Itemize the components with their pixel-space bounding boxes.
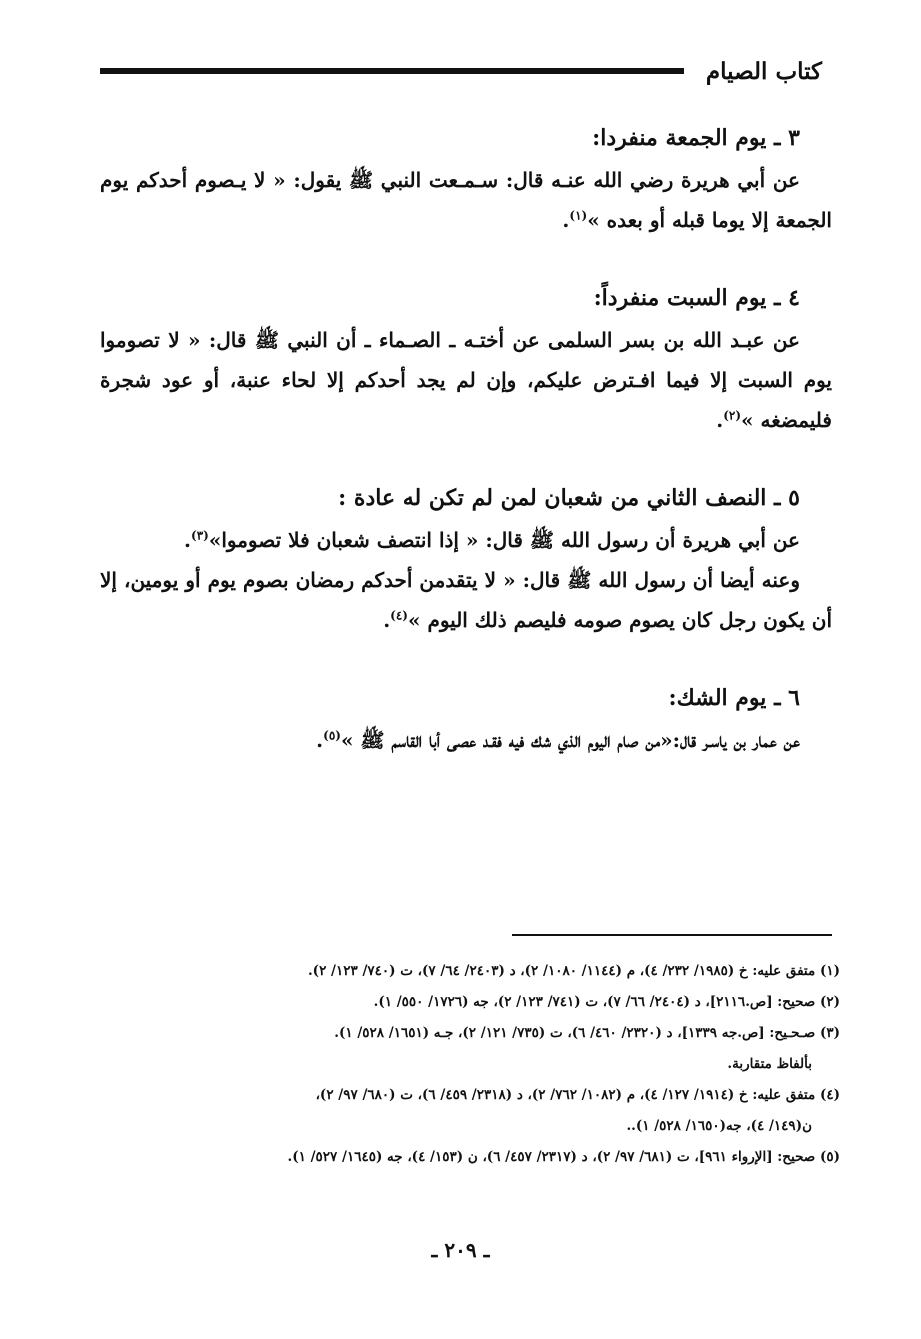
section-heading: ٦ ـ يوم الشك:: [668, 685, 800, 711]
section-doubt-day: [100, 678, 832, 760]
hadith-paragraph: [100, 560, 832, 640]
section-shaban: [100, 478, 832, 640]
footnote-continuation: بألفاظ متقاربة.: [727, 1056, 812, 1072]
hadith-paragraph: [100, 520, 832, 560]
footnote-ref: (٣): [191, 528, 209, 543]
paragraph-end: .: [184, 528, 191, 552]
section-heading: ٣ ـ يوم الجمعة منفردا:: [592, 125, 800, 151]
paragraph-text: عن أبي هريرة أن رسول الله ﷺ قال: « إذا انتصف شعبان فلا تصوموا»: [208, 528, 800, 552]
footnote-continuation: ن(١٤٩/ ٤)، جه(١٦٥٠/ ٥٢٨/ ١)..: [626, 1118, 812, 1134]
footnote-ref: (٢): [723, 408, 742, 423]
running-header: [100, 52, 822, 92]
footnotes: [100, 956, 840, 1173]
footnote: (١) متفق عليه: خ (١٩٨٥/ ٢٣٢/ ٤)، م (١١٤٤/ ١٠٨٠/ ٢)، د (٢٤٠٣/ ٦٤/ ٧)، ت (٧٤٠/ ١٢٣/ ٢).: [307, 963, 840, 979]
footnote: (٥) صحيح: [الإرواء ٩٦١]، ت (٦٨١/ ٩٧/ ٢)، د (٢٣١٧/ ٤٥٧/ ٦)، ن (١٥٣/ ٤)، جه (١٦٤٥/ ٥٢٧/ ١).: [287, 1149, 840, 1165]
footnote-ref: (١): [569, 208, 588, 223]
section-saturday: [100, 278, 832, 440]
header-rule: [100, 68, 684, 74]
footnote: (٣) صـحـيح: [ص.جه ١٣٣٩]، د (٢٣٢٠/ ٤٦٠/ ٦)، ت (٧٣٥/ ١٢١/ ٢)، جـه (١٦٥١/ ٥٢٨/ ١).: [334, 1025, 840, 1041]
footnote-separator: [512, 934, 832, 936]
paragraph-end: .: [716, 408, 724, 432]
section-heading: ٤ ـ يوم السبت منفرداً:: [593, 285, 800, 311]
hadith-paragraph: [100, 320, 832, 440]
paragraph-end: .: [316, 728, 324, 752]
book-title: كتاب الصيام: [705, 58, 822, 85]
section-friday: [100, 118, 832, 240]
footnote-ref: (٤): [390, 608, 408, 623]
footnote: (٤) متفق عليه: خ (١٩١٤/ ١٢٧/ ٤)، م (١٠٨٢/ ٧٦٢/ ٢)، د (٢٣١٨/ ٤٥٩/ ٦)، ت (٦٨٠/ ٩٧/ ٢)،: [315, 1087, 840, 1103]
footnote: (٢) صحيح: [ص.٢١١٦]، د (٢٤٠٤/ ٦٦/ ٧)، ت (٧٤١/ ١٢٣/ ٢)، جه (١٧٢٦/ ٥٥٠/ ١).: [373, 994, 840, 1010]
section-heading: ٥ ـ النصف الثاني من شعبان لمن لم تكن له عادة :: [338, 485, 800, 511]
paragraph-end: .: [562, 208, 570, 232]
paragraph-text: عن عمار بن ياسـر قال:«من صام اليوم الذي شك فيه فقـد عصى أبا القاسم ﷺ »: [340, 728, 800, 752]
paragraph-text: عن عبـد الله بن بسر السلمى عن أختـه ـ الصـماء ـ أن النبي ﷺ قال: « لا تصوموا يوم السبت إلا فيما افـترض عليكم، وإن لم يجد أحدكم إلا لحاء عنبة، أو عود شجرة فليمضغه »: [100, 328, 832, 432]
footnote-ref: (٥): [323, 728, 341, 743]
page-number: ـ ٢٠٩ ـ: [431, 1238, 490, 1262]
paragraph-text: وعنه أيضا أن رسول الله ﷺ قال: « لا يتقدمن أحدكم رمضان بصوم يوم أو يومين، إلا أن يكون رجل كان يصوم صومه فليصم ذلك اليوم »: [100, 568, 832, 632]
hadith-paragraph: [100, 720, 832, 760]
main-text: [100, 118, 832, 798]
hadith-paragraph: [100, 160, 832, 240]
paragraph-end: .: [383, 608, 391, 632]
paragraph-text: عن أبي هريرة رضي الله عنـه قال: سـمـعت النبي ﷺ يقول: « لا يـصوم أحدكم يوم الجمعة إلا يوما قبله أو بعده »: [100, 168, 832, 232]
